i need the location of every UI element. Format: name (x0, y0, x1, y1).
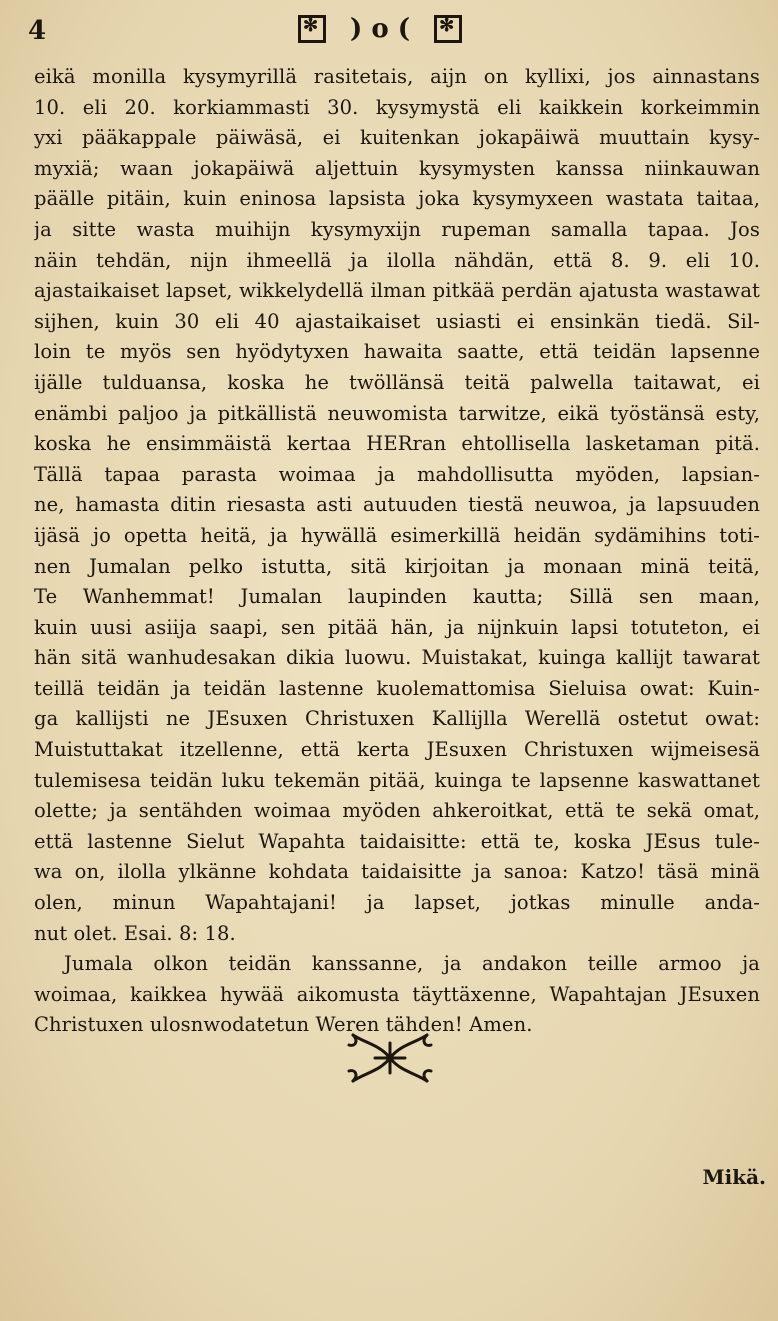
text-line: ijäsä jo opetta heitä, ja hywällä esimerkillä heidän sydämihins toti- (34, 523, 760, 547)
text-line: kuin uusi asiija saapi, sen pitää hän, ja nijnkuin lapsi totuteton, ei (34, 615, 760, 639)
text-line: Muistuttakat itzellenne, että kerta JEsuxen Christuxen wijmeisesä (34, 738, 760, 762)
text-line: Te Wanhemmat! Jumalan laupinden kautta; Sillä sen maan, (34, 585, 760, 609)
left-ornament-icon (298, 15, 326, 43)
text-line: tulemisesa teidän luku tekemän pitää, kuinga te lapsenne kaswattanet (34, 768, 760, 792)
text-line: nen Jumalan pelko istutta, sitä kirjoitan ja monaan minä teitä, (34, 554, 760, 578)
text-line: myxiä; waan jokapäiwä aljettuin kysymysten kanssa niinkauwan (34, 156, 760, 180)
text-line: hän sitä wanhudesakan dikia luowu. Muistakat, kuinga kallijt tawarat (34, 646, 760, 670)
text-line: yxi pääkappale päiwäsä, ei kuitenkan jokapäiwä muuttain kysy- (34, 126, 760, 150)
text-line: sijhen, kuin 30 eli 40 ajastaikaiset usiasti ei ensinkän tiedä. Sil- (34, 309, 760, 333)
page-number: 4 (28, 16, 47, 46)
page-header (28, 14, 758, 54)
text-line: enämbi paljoo ja pitkällistä neuwomista tarwitze, eikä työstänsä esty, (34, 401, 760, 425)
text-line: että lastenne Sielut Wapahta taidaisitte: että te, koska JEsus tule- (34, 829, 760, 853)
text-line: nut olet. Esai. 8: 18. (34, 921, 236, 945)
text-line: ga kallijsti ne JEsuxen Christuxen Kallijlla Werellä ostetut owat: (34, 707, 760, 731)
text-line: olen, minun Wapahtajani! ja lapset, jotkas minulle anda- (34, 891, 760, 915)
text-line: Jumala olkon teidän kanssanne, ja andakon teille armoo ja (64, 952, 760, 976)
header-ornament (298, 14, 462, 44)
text-line: päälle pitäin, kuin eninosa lapsista joka kysymyxeen wastata taitaa, (34, 187, 760, 211)
text-line: teillä teidän ja teidän lastenne kuolemattomisa Sieluisa owat: Kuin- (34, 676, 760, 700)
text-line: näin tehdän, nijn ihmeellä ja ilolla nähdän, että 8. 9. eli 10. (34, 248, 760, 272)
text-line: ja sitte wasta muihijn kysymyxijn rupeman samalla tapaa. Jos (34, 217, 760, 241)
text-line: loin te myös sen hyödytyxen hawaita saatte, että teidän lapsenne (34, 340, 760, 364)
text-line: koska he ensimmäistä kertaa HERran ehtollisella lasketaman pitä. (34, 432, 760, 456)
text-line: wa on, ilolla ylkänne kohdata taidaisitte ja sanoa: Katzo! täsä minä (34, 860, 760, 884)
body-text (34, 62, 760, 1041)
text-line: Tällä tapaa parasta woimaa ja mahdollisutta myöden, lapsian- (34, 462, 760, 486)
text-line: ajastaikaiset lapset, wikkelydellä ilman pitkää perdän ajatusta wastawat (34, 279, 760, 303)
text-line: Christuxen ulosnwodatetun Weren tähden! Amen. (34, 1013, 533, 1037)
text-line: woimaa, kaikkea hywää aikomusta täyttäxenne, Wapahtajan JEsuxen (34, 982, 760, 1006)
catchword: Mikä. (702, 1165, 766, 1189)
text-line: ijälle tulduansa, koska he twöllänsä teitä palwella taitawat, ei (34, 370, 760, 394)
ornament-center: ) o ( (350, 14, 411, 44)
text-line: olette; ja sentähden woimaa myöden ahkeroitkat, että te sekä omat, (34, 799, 760, 823)
fleuron-ornament-icon (345, 1025, 435, 1091)
right-ornament-icon (434, 15, 462, 43)
text-line: 10. eli 20. korkiammasti 30. kysymystä eli kaikkein korkeimmin (34, 95, 760, 119)
text-line: eikä monilla kysymyrillä rasitetais, aijn on kyllixi, jos ainnastans (34, 65, 760, 88)
text-line: ne, hamasta ditin riesasta asti autuuden tiestä neuwoa, ja lapsuuden (34, 493, 760, 517)
